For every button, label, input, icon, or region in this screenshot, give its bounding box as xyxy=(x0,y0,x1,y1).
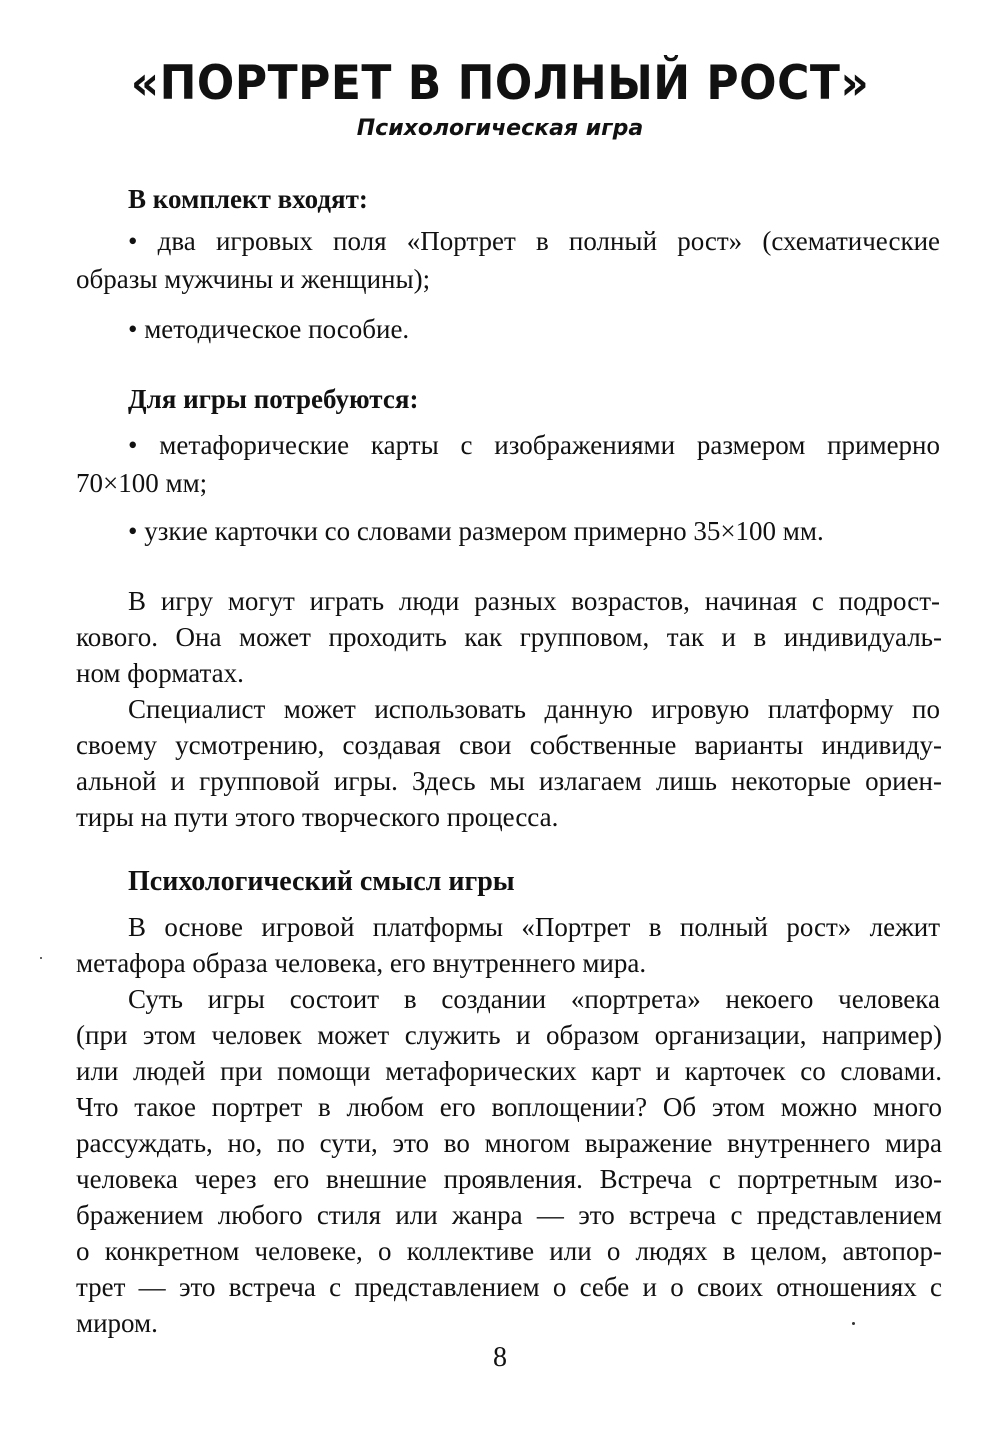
page-number: 8 xyxy=(493,1342,507,1373)
meaning-p1-line-2: метафора образа человека, его внутреннего мира. xyxy=(76,948,647,978)
intro-p1-line-3: ном форматах. xyxy=(76,658,244,688)
requirements-item-1-line-1: • метафорические карты с изображениями размером примерно xyxy=(128,430,940,460)
meaning-p2-line-4: Что такое портрет в любом его воплощении? Об этом можно много xyxy=(76,1092,942,1122)
meaning-p1-line-1: В основе игровой платформы «Портрет в полный рост» лежит xyxy=(128,912,940,942)
meaning-p2-line-9: трет — это встреча с представлением о себе и о своих отношениях с xyxy=(76,1272,942,1302)
page-subtitle: Психологическая игра xyxy=(356,116,644,141)
intro-p2-line-1: Специалист может использовать данную игровую платформу по xyxy=(128,694,940,724)
intro-p2-line-4: тиры на пути этого творческого процесса. xyxy=(76,802,559,832)
kit-item-2: • методическое пособие. xyxy=(128,314,410,344)
meaning-p2-line-10: миром. xyxy=(76,1308,158,1338)
intro-p2-line-3: альной и групповой игры. Здесь мы излагаем лишь некоторые ориен- xyxy=(76,766,942,796)
meaning-p2-line-7: бражением любого стиля или жанра — это встреча с представлением xyxy=(76,1200,942,1230)
kit-item-1-line-1: • два игровых поля «Портрет в полный рост» (схематические xyxy=(128,226,940,256)
meaning-p2-line-6: человека через его внешние проявления. Встреча с портретным изо- xyxy=(76,1164,942,1194)
intro-p2-line-2: своему усмотрению, создавая свои собственные варианты индивиду- xyxy=(76,730,942,760)
intro-p1-line-2: кового. Она может проходить как групповом, так и в индивидуаль- xyxy=(76,622,942,652)
requirements-item-1-line-2: 70×100 мм; xyxy=(76,468,208,498)
print-speck xyxy=(852,1322,855,1325)
meaning-p2-line-8: о конкретном человеке, о коллективе или о людях в целом, автопор- xyxy=(76,1236,942,1266)
meaning-p2-line-1: Суть игры состоит в создании «портрета» некоего человека xyxy=(128,984,940,1014)
requirements-item-2: • узкие карточки со словами размером примерно 35×100 мм. xyxy=(128,516,824,546)
meaning-p2-line-5: рассуждать, но, по сути, это во многом выражение внутреннего мира xyxy=(76,1128,942,1158)
requirements-heading: Для игры потребуются: xyxy=(128,384,419,414)
meaning-p2-line-3: или людей при помощи метафорических карт и карточек со словами. xyxy=(76,1056,942,1086)
kit-heading: В комплект входят: xyxy=(128,184,368,214)
kit-item-1-line-2: образы мужчины и женщины); xyxy=(76,264,431,294)
meaning-heading: Психологический смысл игры xyxy=(128,866,515,897)
page-title: «ПОРТРЕТ В ПОЛНЫЙ РОСТ» xyxy=(130,55,870,112)
meaning-p2-line-2: (при этом человек может служить и образом организации, например) xyxy=(76,1020,942,1050)
print-speck xyxy=(40,957,42,959)
intro-p1-line-1: В игру могут играть люди разных возрастов, начиная с подрост- xyxy=(128,586,940,616)
